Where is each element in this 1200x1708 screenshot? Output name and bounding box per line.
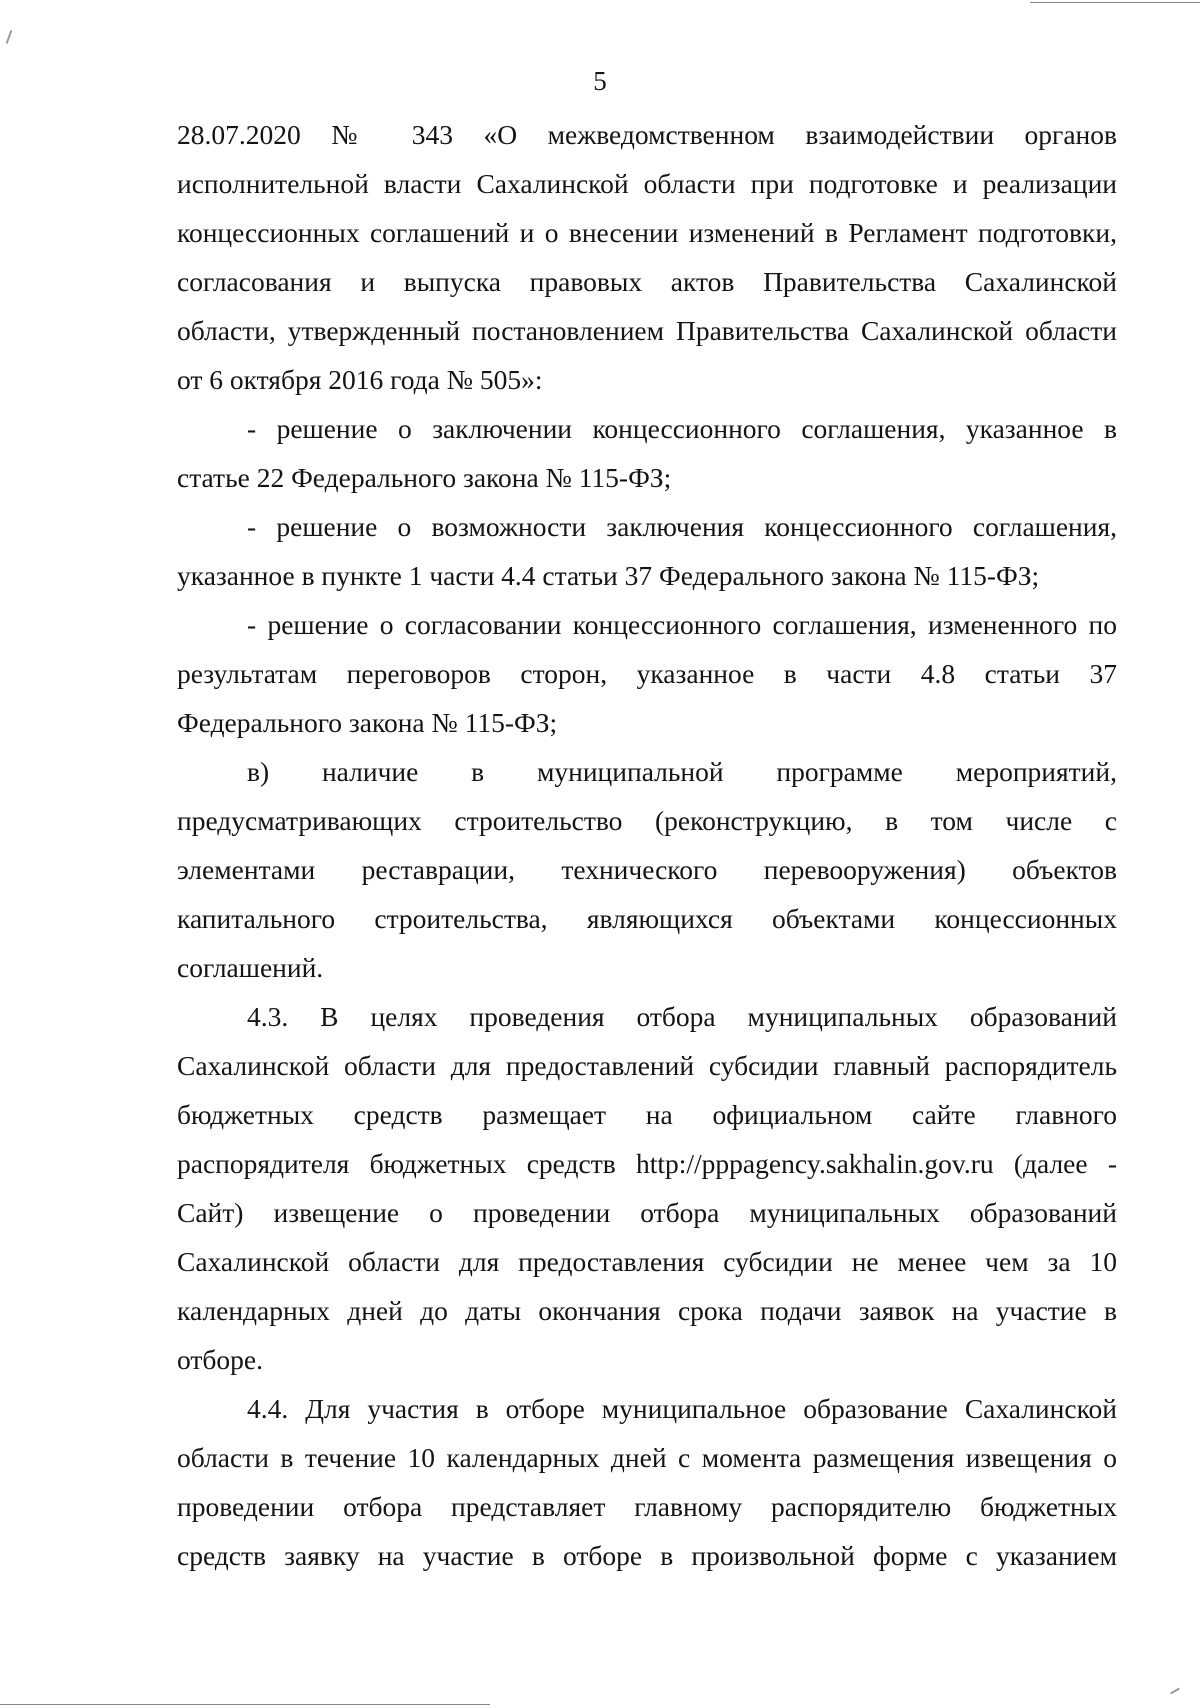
paragraph-item-v (177, 747, 1117, 992)
paragraph-decree-reference (177, 110, 1117, 404)
text-line: указанное в пункте 1 части 4.4 статьи 37 Федерального закона № 115-ФЗ; (177, 560, 1040, 591)
text-line: согласования и выпуска правовых актов Правительства Сахалинской (177, 266, 1117, 297)
text-line: - решение о согласовании концессионного соглашения, измененного по (247, 609, 1117, 640)
paragraph-section-4-4 (177, 1384, 1117, 1580)
paragraph-list-item-possibility (177, 502, 1117, 600)
text-line: календарных дней до даты окончания срока подачи заявок на участие в (177, 1295, 1117, 1326)
scan-dot-left (6, 30, 13, 44)
text-line: проведении отбора представляет главному распорядителю бюджетных (177, 1491, 1117, 1522)
text-line: области в течение 10 календарных дней с момента размещения извещения о (177, 1442, 1117, 1473)
page-number: 5 (593, 66, 607, 96)
text-line: распорядителя бюджетных средств http://pppagency.sakhalin.gov.ru (далее - (177, 1148, 1117, 1179)
text-line: результатам переговоров сторон, указанное в части 4.8 статьи 37 (177, 658, 1117, 689)
text-line: средств заявку на участие в отборе в произвольной форме с указанием (177, 1540, 1117, 1571)
paragraph-section-4-3 (177, 992, 1117, 1384)
scan-line-top-right (1030, 2, 1200, 3)
text-line: Сахалинской области для предоставления субсидии не менее чем за 10 (177, 1246, 1117, 1277)
scan-dot-bottom-right (1170, 1688, 1180, 1695)
text-line: области, утвержденный постановлением Правительства Сахалинской области (177, 315, 1117, 346)
text-line: - решение о заключении концессионного соглашения, указанное в (247, 413, 1117, 444)
paragraph-list-item-approval (177, 600, 1117, 747)
text-line: Сайт) извещение о проведении отбора муниципальных образований (177, 1197, 1117, 1228)
text-line: элементами реставрации, технического перевооружения) объектов (177, 854, 1117, 885)
text-line: капитального строительства, являющихся объектами концессионных (177, 903, 1117, 934)
text-line: в) наличие в муниципальной программе мероприятий, (247, 756, 1117, 787)
text-line: бюджетных средств размещает на официальном сайте главного (177, 1099, 1117, 1130)
text-line: предусматривающих строительство (реконструкцию, в том числе с (177, 805, 1117, 836)
text-line: Сахалинской области для предоставлений субсидии главный распорядитель (177, 1050, 1117, 1081)
document-body (177, 110, 1117, 1580)
text-line: отборе. (177, 1344, 263, 1375)
text-line: 4.4. Для участия в отборе муниципальное образование Сахалинской (247, 1393, 1117, 1424)
text-line: статье 22 Федерального закона № 115-ФЗ; (177, 462, 672, 493)
text-line: исполнительной власти Сахалинской области при подготовке и реализации (177, 168, 1117, 199)
text-line: 28.07.2020 № 343 «О межведомственном взаимодействии органов (177, 119, 1117, 150)
text-line: Федерального закона № 115-ФЗ; (177, 707, 558, 738)
text-line: - решение о возможности заключения концессионного соглашения, (247, 511, 1117, 542)
paragraph-list-item-conclusion (177, 404, 1117, 502)
text-line: от 6 октября 2016 года № 505»: (177, 364, 543, 395)
text-line: 4.3. В целях проведения отбора муниципальных образований (247, 1001, 1117, 1032)
text-line: соглашений. (177, 952, 324, 983)
text-line: концессионных соглашений и о внесении изменений в Регламент подготовки, (177, 217, 1117, 248)
scan-line-bottom-left (0, 1704, 490, 1705)
